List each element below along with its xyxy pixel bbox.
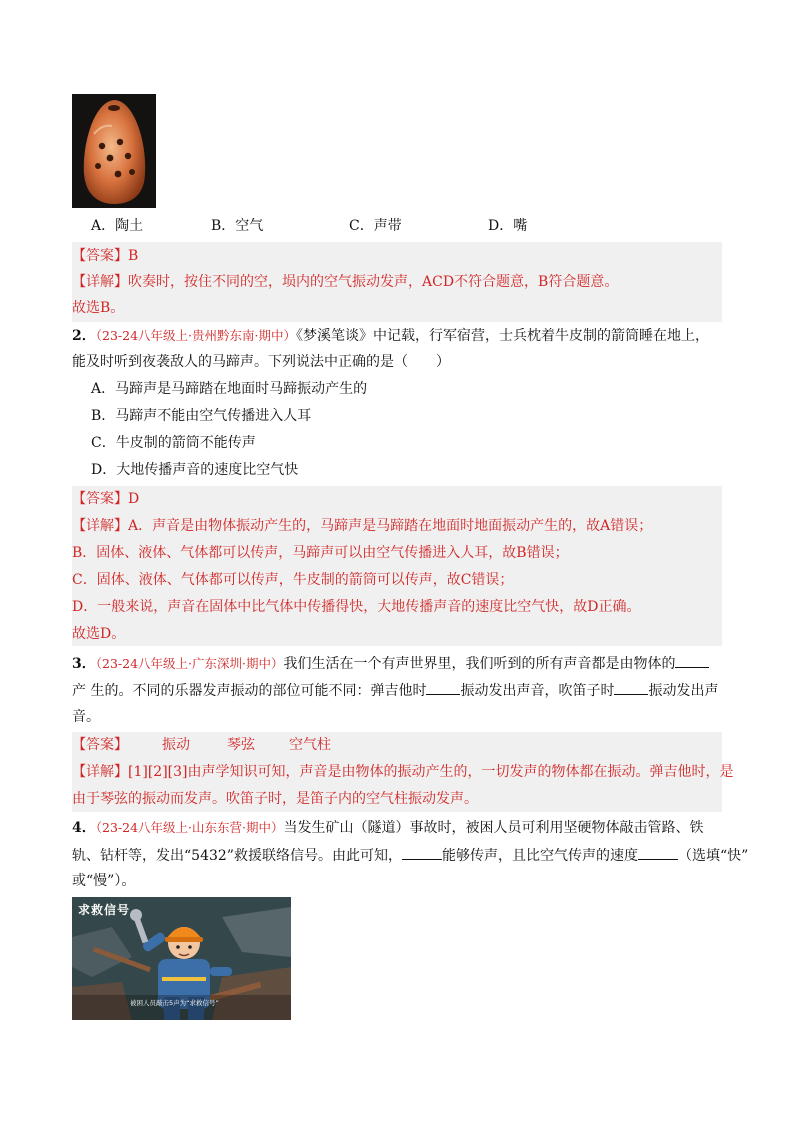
detail-tag: 【详解】	[72, 518, 128, 534]
q2-option-c: C．牛皮制的箭筒不能传声	[91, 435, 256, 451]
q3-blank-2[interactable]	[426, 680, 460, 695]
q2-stem-line2: 能及时听到夜袭敌人的马蹄声。下列说法中正确的是（ ）	[72, 354, 450, 370]
q1-conclusion: 故选B。	[72, 300, 125, 316]
q4-number: 4．	[72, 820, 96, 836]
detail-tag: 【详解】	[72, 764, 128, 780]
q3-stem-line3: 音。	[72, 709, 100, 725]
q3-stem-text1: 我们生活在一个有声世界里，我们听到的所有声音都是由物体的	[283, 656, 676, 672]
q3-stem-text2a: 产 生的。不同的乐器发声振动的部位可能不同：弹吉他时	[72, 683, 427, 699]
q3-detail-2: 由于琴弦的振动而发声。吹笛子时，是笛子内的空气柱振动发声。	[72, 791, 478, 807]
q2-source: （23-24八年级上·贵州黔东南·期中）	[95, 328, 296, 343]
q3-detail-line1	[72, 762, 734, 782]
q1-option-d: D．嘴	[488, 218, 528, 234]
q2-detail-4: D．一般来说，声音在固体中比气体中传播得快，大地传播声音的速度比空气快，故D正确。	[72, 599, 641, 615]
q1-answer-line	[72, 246, 138, 266]
answer-tag: 【答案】	[72, 491, 128, 507]
q4-stem-line2	[72, 845, 748, 865]
q3-blank-1[interactable]	[675, 653, 709, 668]
q4-source: （23-24八年级上·山东东营·期中）	[95, 820, 284, 835]
q1-option-a: A．陶土	[91, 218, 144, 234]
q3-source: （23-24八年级上·广东深圳·期中）	[95, 656, 284, 671]
q1-option-b: B．空气	[211, 218, 264, 234]
ocarina-photo-icon	[72, 94, 156, 208]
q2-number: 2．	[72, 328, 96, 344]
q2-stem-line1	[72, 326, 709, 346]
q3-stem-line2	[72, 680, 718, 700]
q4-stem-line1	[72, 818, 703, 838]
q3-answer-3: 空气柱	[289, 737, 331, 753]
q2-option-a: A．马蹄声是马蹄踏在地面时马蹄振动产生的	[91, 381, 368, 397]
q2-detail-2: B．固体、液体、气体都可以传声，马蹄声可以由空气传播进入人耳，故B错误；	[72, 545, 569, 561]
q3-answer-1: 振动	[162, 737, 190, 753]
q3-answer-line	[72, 735, 722, 755]
q1-detail: 吹奏时，按住不同的空，埙内的空气振动发声，ACD不符合题意，B符合题意。	[128, 274, 619, 290]
q3-number: 3．	[72, 656, 96, 672]
q2-conclusion: 故选D。	[72, 626, 126, 642]
q3-answer-2: 琴弦	[227, 737, 255, 753]
q4-blank-2[interactable]	[638, 845, 678, 860]
q2-answer: D	[128, 491, 140, 507]
q2-detail-3: C．固体、液体、气体都可以传声，牛皮制的箭筒可以传声，故C错误；	[72, 572, 514, 588]
q1-detail-line	[72, 272, 618, 292]
q2-answer-line	[72, 489, 139, 509]
rescue-signal-image	[72, 897, 291, 1020]
q4-blank-1[interactable]	[402, 845, 442, 860]
q4-stem-text2a: 轨、钻杆等，发出“5432”救援联络信号。由此可知，	[72, 848, 402, 864]
q2-option-d: D．大地传播声音的速度比空气快	[91, 462, 299, 478]
q2-detail-1: A．声音是由物体振动产生的，马蹄声是马蹄踏在地面时地面振动产生的，故A错误；	[128, 518, 653, 534]
q2-stem-text1: 《梦溪笔谈》中记载，行军宿营，士兵枕着牛皮制的箭筒睡在地上，	[295, 328, 709, 344]
detail-tag: 【详解】	[72, 274, 128, 290]
q2-detail-line1	[72, 516, 652, 536]
q4-stem-text1: 当发生矿山（隧道）事故时，被困人员可利用坚硬物体敲击管路、铁	[283, 820, 704, 836]
q3-blank-3[interactable]	[614, 680, 648, 695]
q4-stem-text2c: （选填“快”	[677, 848, 749, 864]
q3-stem-text2c: 振动发出声	[648, 683, 719, 699]
rescue-signal-caption: 被困人员敲击5声为“求救信号”	[130, 999, 219, 1007]
q3-detail-1: [1][2][3]由声学知识可知，声音是由物体的振动产生的，一切发声的物体都在振动。弹吉他时，是	[128, 764, 734, 780]
answer-tag: 【答案】	[72, 248, 128, 264]
q3-stem-line1	[72, 653, 709, 673]
q2-answer-block	[72, 486, 722, 646]
q1-answer: B	[128, 248, 139, 264]
q2-option-b: B．马蹄声不能由空气传播进入人耳	[91, 408, 312, 424]
answer-tag: 【答案】	[72, 737, 128, 753]
q3-stem-text2b: 振动发出声音，吹笛子时	[460, 683, 615, 699]
q4-stem-line3: 或“慢”）。	[72, 873, 136, 889]
q1-option-c: C．声带	[349, 218, 402, 234]
q4-stem-text2b: 能够传声，且比空气传声的速度	[441, 848, 638, 864]
rescue-signal-title: 求救信号	[78, 903, 131, 917]
